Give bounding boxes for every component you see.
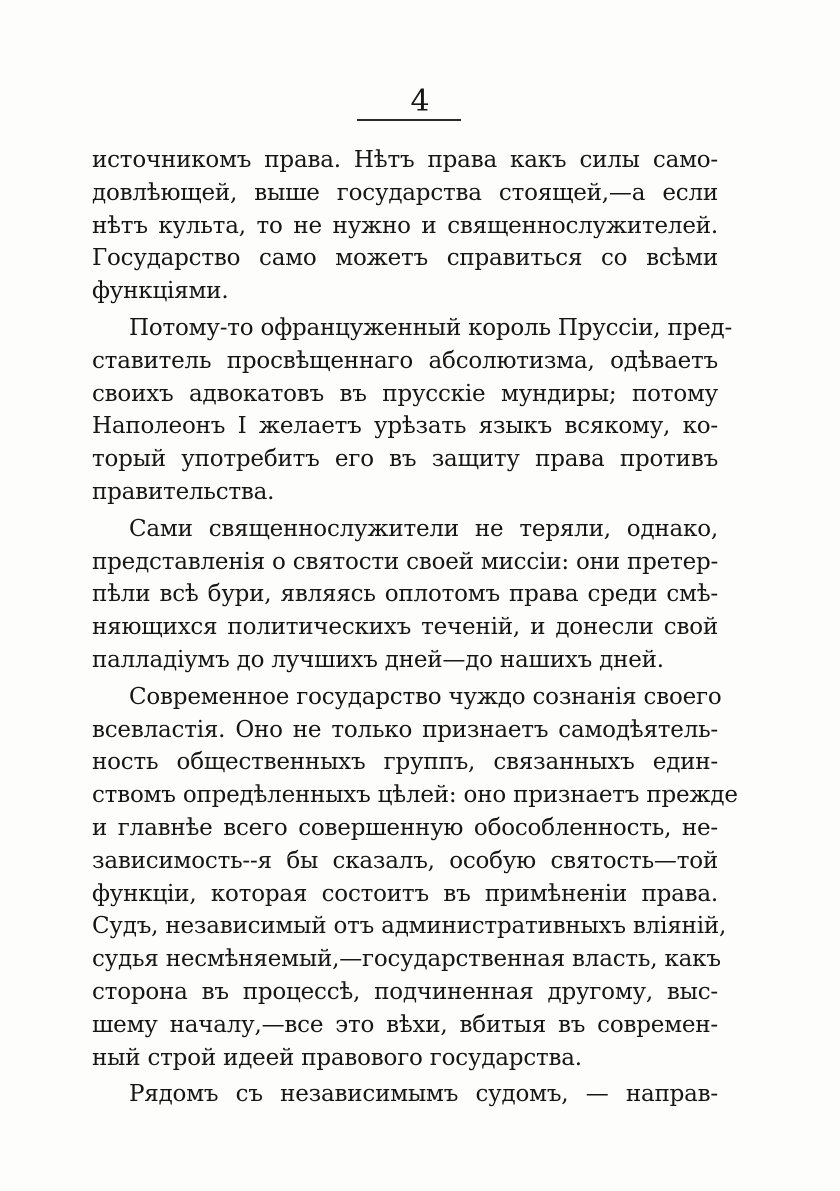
text-line: няющихся политическихъ теченій, и донесли свой [92,614,718,641]
paragraph-4 [92,681,738,1075]
text-line: Сами священнослужители не теряли, однако, [129,515,718,542]
text-line: функціи, которая состоитъ въ примѣненіи права. [92,880,718,907]
text-line: ставитель просвѣщеннаго абсолютизма, одѣваетъ [92,347,718,374]
text-line: шему началу,—все это вѣхи, вбитыя въ современ- [92,1011,718,1038]
paragraph-3 [92,513,718,677]
text-line: ный строй идеей правового государства. [92,1044,582,1071]
text-line: и главнѣе всего совершенную обособленность, не- [92,814,718,841]
paragraph-5 [92,1078,718,1111]
paragraph-1 [92,144,718,308]
text-line: функціями. [92,278,229,305]
text-line: Потому-то офранцуженный король Пруссіи, пред- [129,314,733,341]
text-line: представленія о святости своей миссіи: они претер- [92,548,719,575]
paragraph-2 [92,312,733,509]
text-line: источникомъ права. Нѣтъ права какъ силы само- [92,147,718,173]
text-line: своихъ адвокатовъ въ прусскіе мундиры; потому [92,380,718,407]
body-text [92,144,738,1111]
text-line: пѣли всѣ бури, являясь оплотомъ права среди смѣ- [92,581,718,608]
text-line: зависимость--я бы сказалъ, особую святость—той [92,847,718,874]
text-line: Государство само можетъ справиться со всѣми [92,245,718,272]
text-line: судья несмѣняемый,—государственная власть, какъ [92,946,721,973]
text-line: нѣтъ культа, то не нужно и священнослужителей. [92,212,718,239]
text-line: ствомъ опредѣленныхъ цѣлей: оно признаетъ прежде [92,782,738,809]
text-line: сторона въ процессѣ, подчиненная другому, выс- [92,978,718,1005]
text-line: Наполеонъ I желаетъ урѣзать языкъ всякому, ко- [92,413,718,440]
page-number-rule [357,119,461,121]
page-number: 4 [410,84,430,119]
text-line: палладіумъ до лучшихъ дней—до нашихъ дней. [92,646,664,673]
text-line: правительства. [92,478,275,505]
text-line: торый употребитъ его въ защиту права противъ [92,446,718,473]
text-line: довлѣющей, выше государства стоящей,—а если [92,179,718,206]
text-line: Современное государство чуждо сознанія своего [129,683,722,710]
text-line: Рядомъ съ независимымъ судомъ, — направ- [129,1081,718,1108]
text-line: Судъ, независимый отъ административныхъ вліяній, [92,913,727,940]
text-line: всевластія. Оно не только признаетъ самодѣятель- [92,716,718,743]
text-line: ность общественныхъ группъ, связанныхъ един- [92,749,718,776]
